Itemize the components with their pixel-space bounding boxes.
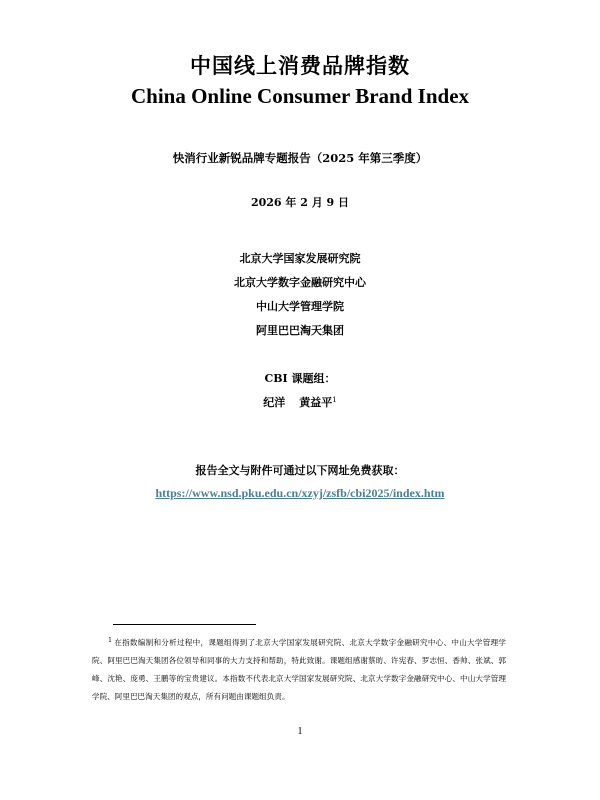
title-chinese: 中国线上消费品牌指数 xyxy=(190,53,410,78)
author-list xyxy=(0,394,600,410)
footnote-marker: 1 xyxy=(108,637,112,644)
institution-alibaba-taotian: 阿里巴巴淘天集团 xyxy=(256,324,344,337)
page-number: 1 xyxy=(297,726,303,737)
footnote-reference[interactable]: 1 xyxy=(332,396,337,404)
footnote-divider xyxy=(113,624,256,625)
author-name: 黄益平 xyxy=(299,396,333,409)
institution-digital-finance: 北京大学数字金融研究中心 xyxy=(234,276,366,289)
author-name: 纪洋 xyxy=(263,396,286,409)
footnote xyxy=(92,632,506,706)
report-date: 2026 年 2 月 9 日 xyxy=(250,196,350,209)
title-english: China Online Consumer Brand Index xyxy=(130,84,470,108)
access-note: 报告全文与附件可通过以下网址免费获取： xyxy=(195,464,405,477)
report-url-link[interactable]: https://www.nsd.pku.edu.cn/xzyj/zsfb/cbi2025/index.htm xyxy=(155,486,445,500)
institution-sysu-management: 中山大学管理学院 xyxy=(256,300,344,313)
institution-nsd: 北京大学国家发展研究院 xyxy=(239,252,361,265)
report-subtitle: 快消行业新锐品牌专题报告（2025 年第三季度） xyxy=(172,151,428,165)
footnote-text: 在指数编制和分析过程中，课题组得到了北京大学国家发展研究院、北京大学数字金融研究中心、中山大学管理学院、阿里巴巴淘天集团各位领导和同事的大力支持和帮助，特此致谢。课题组感谢蔡昉、许宪春、罗志恒、香帅、张斌、郭峰、沈艳、庞勇、王鹏等的宝贵建议。本指数不代表北京大学国家发展研究院、北京大学数字金融研究中心、中山大学管理学院、阿里巴巴淘天集团的观点，所有问题由课题组负责。 xyxy=(92,638,506,701)
research-group-label: CBI 课题组： xyxy=(264,372,336,385)
